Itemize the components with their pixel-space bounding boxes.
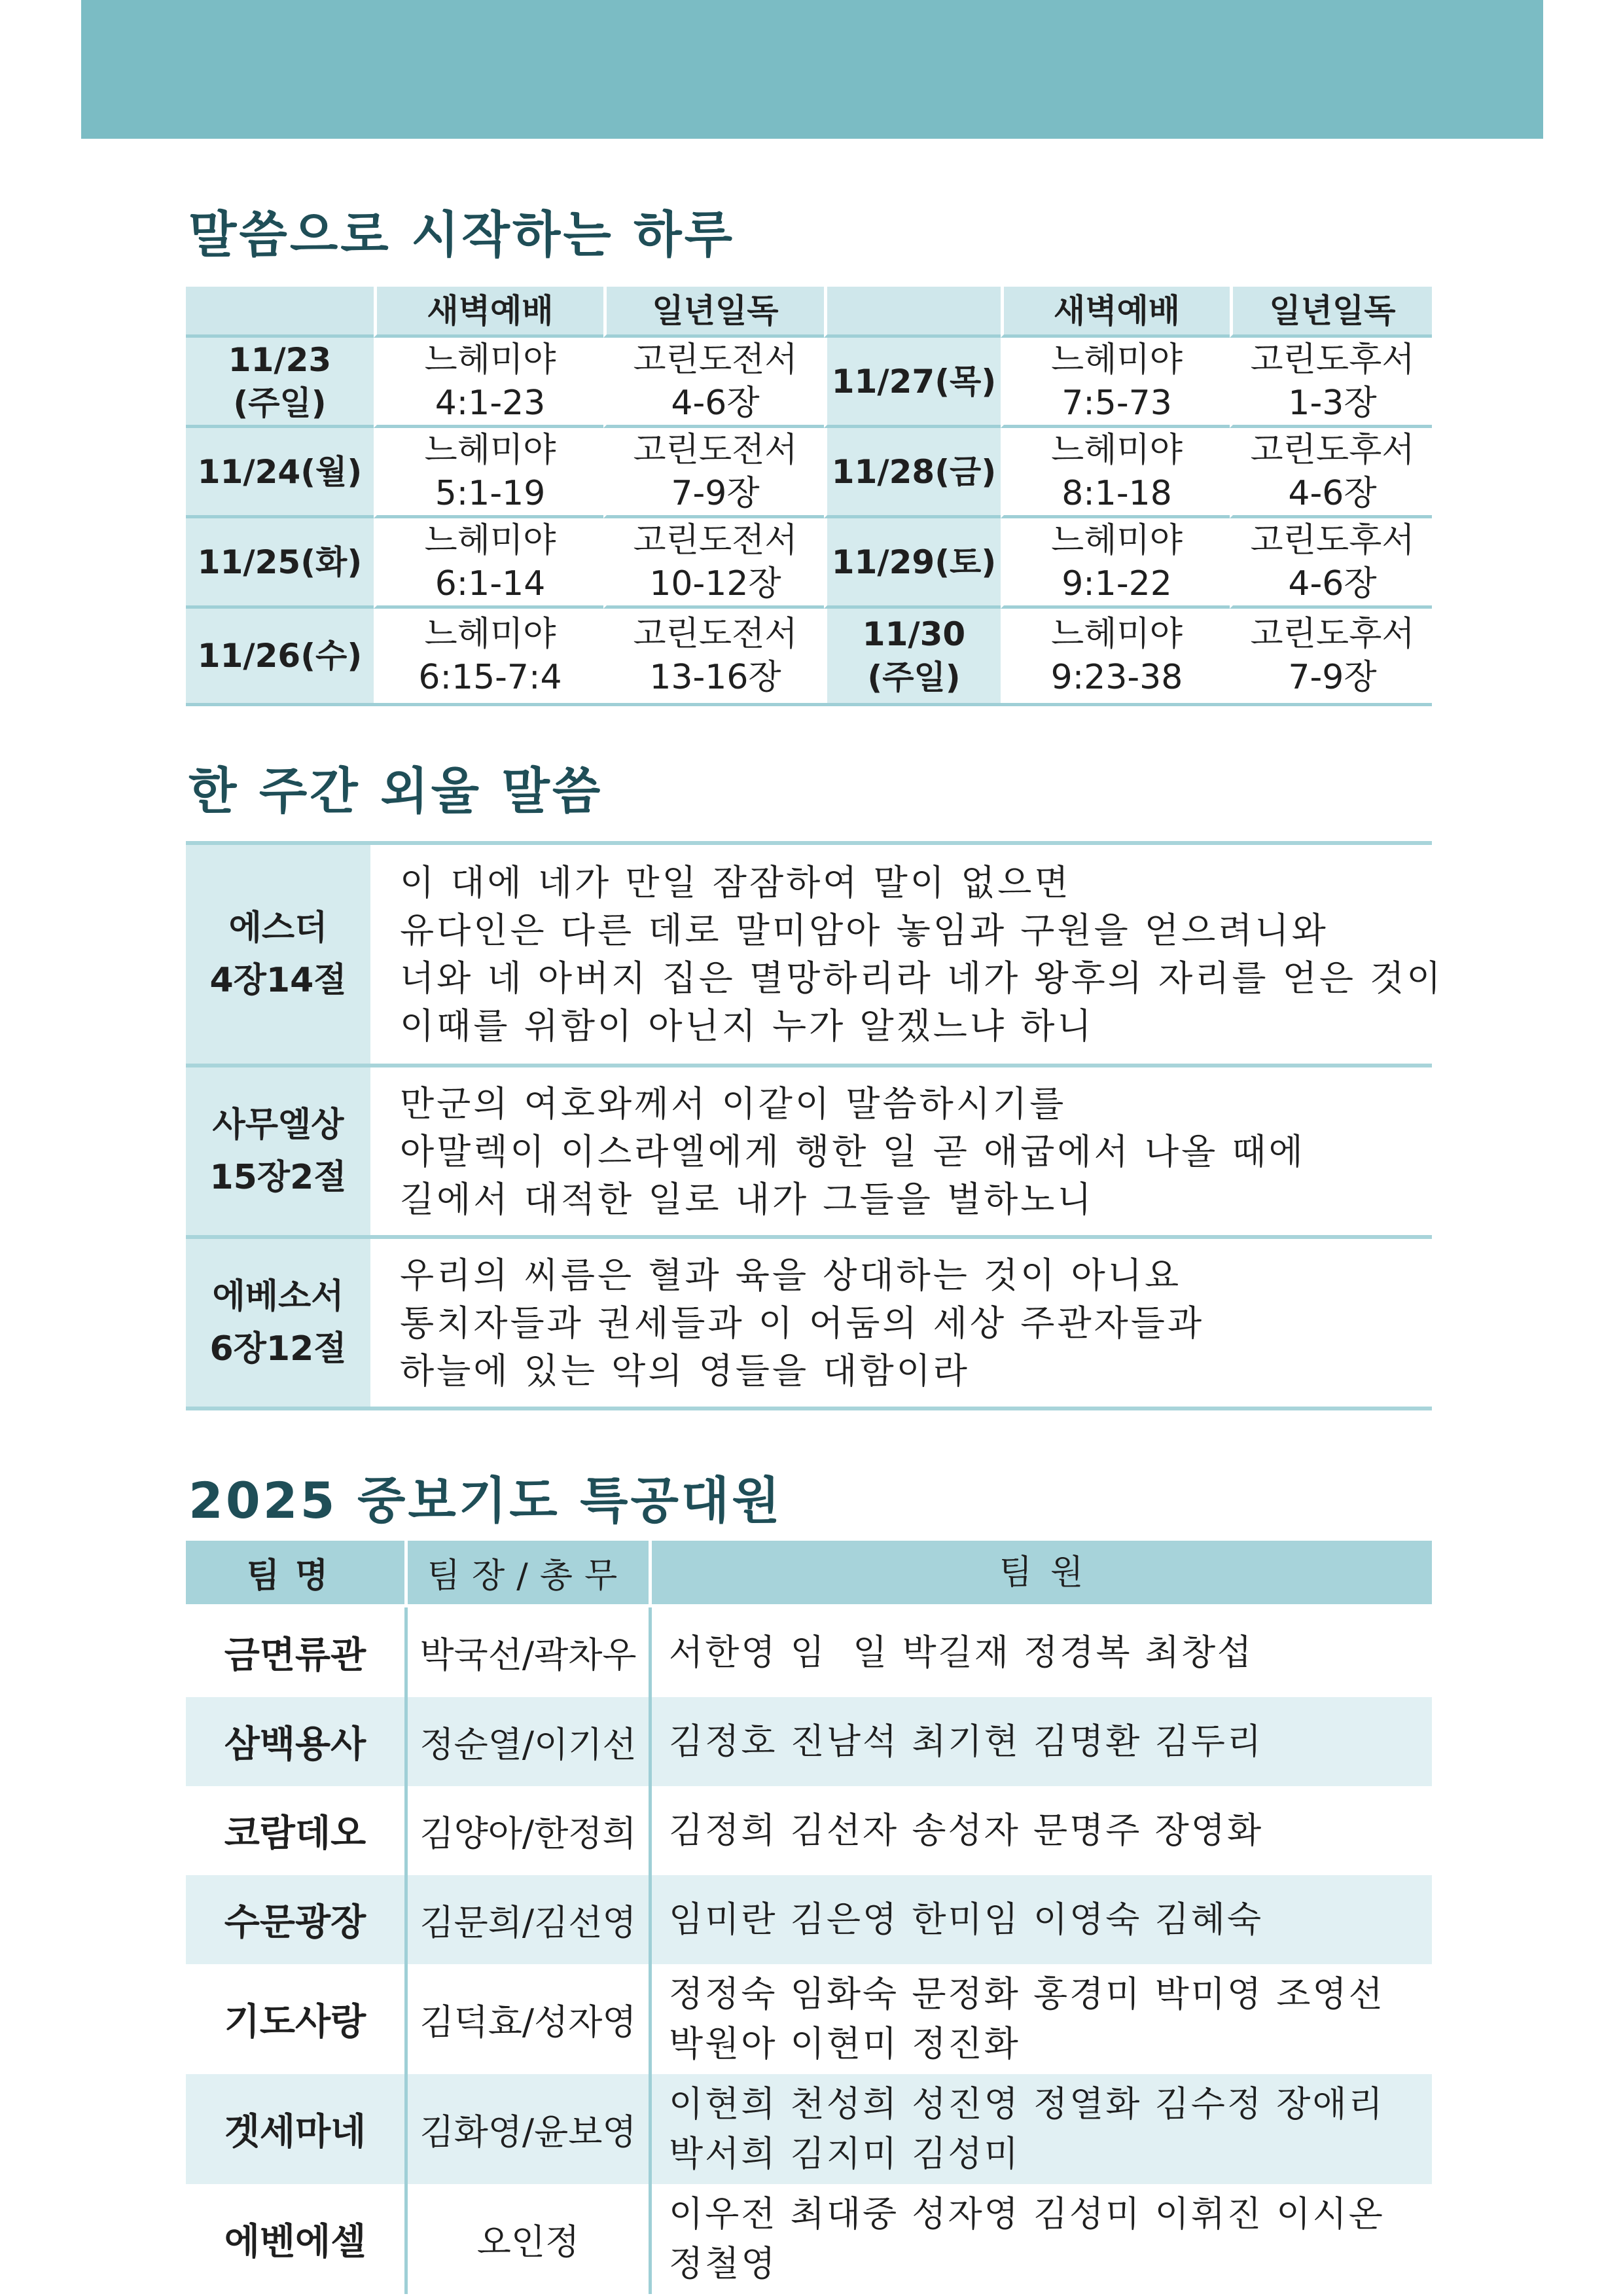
team-name: 금면류관 [224,1634,366,1677]
book-text: 고린도전서 [633,340,798,380]
book-text: 느헤미야 [1051,615,1183,654]
ref-text: 8:1-18 [1061,473,1172,513]
member-line: 이현희 천성희 성진영 정열화 김수정 장애리 [669,2083,1385,2125]
day-text: (주일) [233,384,327,422]
book-text: 느헤미야 [424,615,556,654]
prayer-team-table [186,1541,1432,2294]
team-table-header [186,1541,1432,1607]
reading-schedule-table [186,287,1432,706]
dawn-reading [374,518,603,609]
ref-text: 6:15-7:4 [418,658,562,697]
verse-row [186,841,1444,1064]
date-text: 11/27(목) [831,362,997,401]
book-text: 느헤미야 [424,340,556,380]
team-name: 수문광장 [224,1901,366,1944]
verse-line: 이때를 위함이 아닌지 누가 알겠느냐 하니 [400,1005,1094,1047]
verse-text [370,1239,1432,1407]
verse-chapter: 6장12절 [209,1329,347,1369]
date-text: 11/25(화) [197,543,363,581]
schedule-date [186,428,374,518]
header-dawn: 새벽예배 [374,287,603,338]
verse-line: 통치자들과 권세들과 이 어둠의 세상 주관자들과 [400,1302,1205,1344]
verse-chapter: 4장14절 [209,961,347,1000]
book-text: 고린도후서 [1250,615,1415,654]
ref-text: 7-9장 [1288,658,1377,697]
team-leader: 김양아/한정희 [404,1786,649,1875]
annual-reading [1230,428,1432,518]
verse-line: 너와 네 아버지 집은 멸망하리라 네가 왕후의 자리를 얻은 것이 [400,958,1444,999]
annual-reading [1230,518,1432,609]
date-text: 11/26(수) [197,637,363,675]
member-line: 임미란 김은영 한미임 이영숙 김혜숙 [669,1899,1264,1940]
book-text: 느헤미야 [424,520,556,560]
book-text: 느헤미야 [424,430,556,470]
team-leader: 박국선/곽차우 [404,1607,649,1697]
team-leader: 김화영/윤보영 [404,2074,649,2184]
date-text: 11/29(토) [831,543,997,581]
ref-text: 5:1-19 [435,473,546,513]
annual-reading [603,609,824,703]
team-members [649,1786,1432,1875]
date-text: 11/24(월) [197,452,363,491]
annual-reading [1230,609,1432,703]
verse-reference [186,845,370,1064]
ref-text: 6:1-14 [435,564,546,603]
verse-line: 길에서 대적한 일로 내가 그들을 벌하노니 [400,1178,1094,1220]
team-row [186,2184,1432,2294]
dawn-reading [374,609,603,703]
team-members [649,1964,1432,2074]
team-row [186,1697,1432,1786]
team-members [649,2074,1432,2184]
schedule-date [186,338,374,428]
team-leader: 김덕효/성자영 [404,1964,649,2074]
dawn-reading [1001,428,1230,518]
ref-text: 9:23-38 [1050,658,1183,697]
verse-book: 에스더 [228,908,328,948]
book-text: 고린도후서 [1250,430,1415,470]
ref-text: 4-6장 [1288,473,1377,513]
daily-reading-title: 말씀으로 시작하는 하루 [188,206,736,264]
verse-reference [186,1067,370,1235]
verse-chapter: 15장2절 [209,1158,347,1197]
book-text: 고린도후서 [1250,340,1415,380]
book-text: 고린도전서 [633,430,798,470]
day-text: (주일) [867,658,961,696]
verse-row [186,1235,1432,1410]
verse-line: 만군의 여호와께서 이같이 말씀하시기를 [400,1083,1067,1124]
book-text: 느헤미야 [1051,340,1183,380]
annual-reading [603,428,824,518]
dawn-reading [1001,518,1230,609]
ref-text: 4-6장 [671,383,760,423]
annual-reading [603,518,824,609]
team-name: 겟세마네 [224,2111,366,2153]
header-annual: 일년일독 [603,287,824,338]
top-banner [81,0,1543,139]
team-row [186,1786,1432,1875]
member-line: 박서희 김지미 김성미 [669,2133,1020,2174]
verse-line: 아말렉이 이스라엘에게 행한 일 곧 애굽에서 나올 때에 [400,1130,1306,1172]
verse-line: 유다인은 다른 데로 말미암아 놓임과 구원을 얻으려니와 [400,910,1329,951]
team-row [186,1875,1432,1964]
team-name: 코람데오 [224,1812,366,1855]
book-text: 고린도전서 [633,520,798,560]
team-members [649,1875,1432,1964]
dawn-reading [1001,609,1230,703]
team-row [186,1964,1432,2074]
header-dawn: 새벽예배 [1001,287,1230,338]
team-name: 삼백용사 [224,1723,366,1766]
date-text: 11/23 [228,340,332,379]
member-line: 정철영 [669,2243,777,2284]
team-members [649,1607,1432,1697]
book-text: 고린도후서 [1250,520,1415,560]
ref-text: 4:1-23 [435,383,546,423]
book-text: 느헤미야 [1051,430,1183,470]
header-blank [186,287,374,338]
team-name: 기도사랑 [224,2001,366,2043]
header-annual: 일년일독 [1230,287,1432,338]
book-text: 고린도전서 [633,615,798,654]
team-row [186,1607,1432,1697]
ref-text: 9:1-22 [1061,564,1172,603]
ref-text: 7-9장 [671,473,760,513]
team-leader: 오인정 [404,2184,649,2294]
member-line: 김정호 진남석 최기현 김명환 김두리 [669,1721,1264,1762]
date-text: 11/28(금) [831,452,997,491]
verse-line: 하늘에 있는 악의 영들을 대함이라 [400,1350,970,1391]
team-members [649,2184,1432,2294]
verse-book: 에베소서 [212,1277,344,1316]
team-name: 에벤에셀 [224,2221,366,2263]
verse-line: 이 대에 네가 만일 잠잠하여 말이 없으면 [400,862,1071,903]
header-team-leader: 팀장/총무 [404,1541,649,1604]
memory-verse-title: 한 주간 외울 말씀 [188,762,603,820]
prayer-team-title: 2025 중보기도 특공대원 [188,1471,783,1530]
schedule-date [824,428,1001,518]
dawn-reading [374,428,603,518]
dawn-reading [374,338,603,428]
date-text: 11/30 [862,615,966,653]
header-team-name: 팀명 [246,1556,344,1596]
header-blank [824,287,1001,338]
schedule-date [824,609,1001,703]
member-line: 서한영 임 일 박길재 정경복 최창섭 [669,1631,1254,1673]
ref-text: 10-12장 [649,564,781,603]
team-members [649,1697,1432,1786]
ref-text: 13-16장 [649,658,781,697]
annual-reading [603,338,824,428]
schedule-date [824,338,1001,428]
ref-text: 1-3장 [1288,383,1377,423]
ref-text: 7:5-73 [1061,383,1172,423]
annual-reading [1230,338,1432,428]
team-leader: 정순열/이기선 [404,1697,649,1786]
member-line: 박원아 이현미 정진화 [669,2023,1020,2064]
verse-text [370,1067,1432,1235]
book-text: 느헤미야 [1051,520,1183,560]
header-team-members: 팀원 [649,1541,1432,1604]
team-row [186,2074,1432,2184]
schedule-date [824,518,1001,609]
verse-row [186,1064,1432,1235]
verse-text [370,845,1444,1064]
memory-verse-table [186,841,1444,1410]
verse-book: 사무엘상 [212,1105,344,1145]
team-leader: 김문희/김선영 [404,1875,649,1964]
ref-text: 4-6장 [1288,564,1377,603]
verse-reference [186,1239,370,1407]
verse-line: 우리의 씨름은 혈과 육을 상대하는 것이 아니요 [400,1254,1182,1296]
member-line: 정정숙 임화숙 문정화 홍경미 박미영 조영선 [669,1973,1385,2015]
member-line: 이우전 최대중 성자영 김성미 이휘진 이시온 [669,2193,1385,2234]
schedule-date [186,518,374,609]
dawn-reading [1001,338,1230,428]
member-line: 김정희 김선자 송성자 문명주 장영화 [669,1810,1264,1851]
schedule-date [186,609,374,703]
